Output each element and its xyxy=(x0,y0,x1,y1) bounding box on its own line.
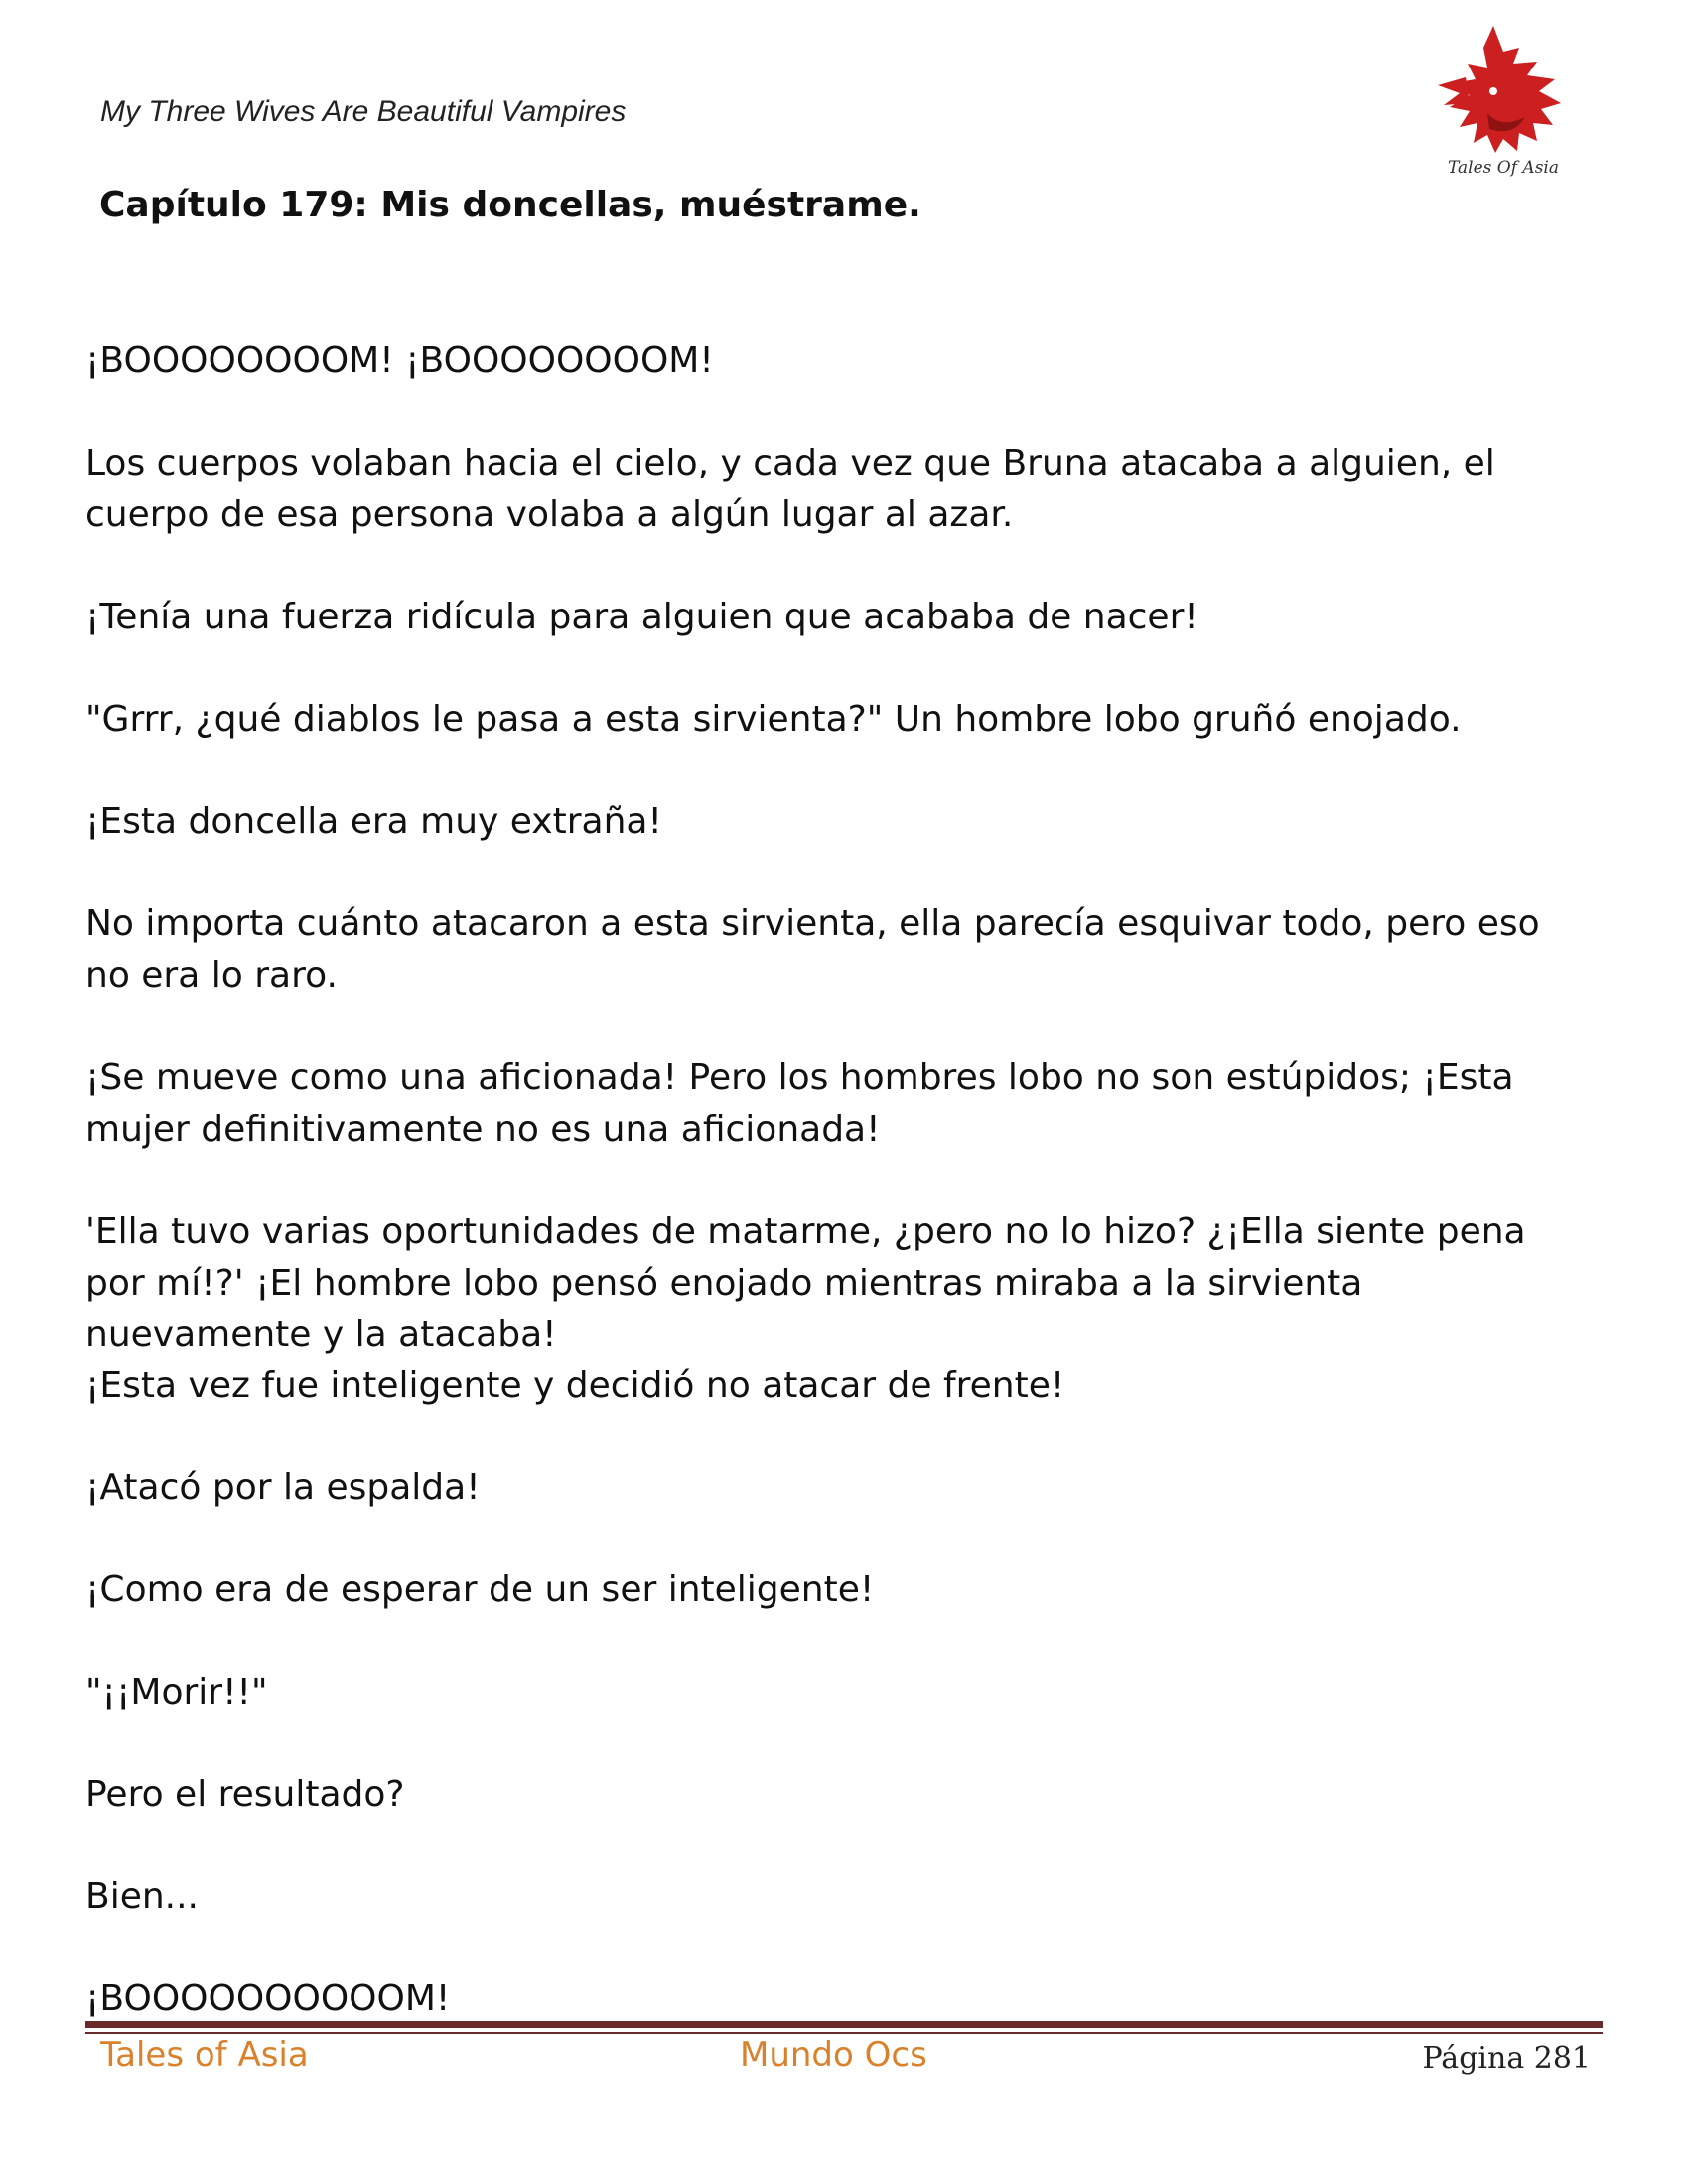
page-number: Página 281 xyxy=(1422,2041,1591,2076)
footer-rule-thin xyxy=(85,2032,1603,2034)
paragraph-4: "Grrr, ¿qué diablos le pasa a esta sirvienta?" Un hombre lobo gruñó enojado. xyxy=(85,699,1462,740)
paragraph-10: ¡Atacó por la espalda! xyxy=(85,1467,481,1508)
paragraph-1: ¡BOOOOOOOOM! ¡BOOOOOOOOM! xyxy=(85,341,714,381)
red-dragon-logo-icon xyxy=(1430,18,1574,179)
paragraph-15: ¡BOOOOOOOOOOM! xyxy=(85,1979,451,2019)
paragraph-9: ¡Esta vez fue inteligente y decidió no atacar de frente! xyxy=(85,1365,1065,1406)
paragraph-6: No importa cuánto atacaron a esta sirvienta, ella parecía esquivar todo, pero eso no era lo raro. xyxy=(85,903,1540,996)
footer-site-name: Tales of Asia xyxy=(100,2035,309,2075)
footer-rule-thick xyxy=(85,2021,1603,2028)
paragraph-2: Los cuerpos volaban hacia el cielo, y cada vez que Bruna atacaba a alguien, el cuerpo de esa persona volaba a algún lugar al azar. xyxy=(85,443,1495,535)
paragraph-13: Pero el resultado? xyxy=(85,1774,405,1815)
book-title: My Three Wives Are Beautiful Vampires xyxy=(100,95,627,128)
paragraph-14: Bien... xyxy=(85,1876,199,1917)
logo-text: Tales Of Asia xyxy=(1448,158,1559,178)
paragraph-7: ¡Se mueve como una aficionada! Pero los hombres lobo no son estúpidos; ¡Esta mujer definitivamente no es una aficionada! xyxy=(85,1057,1514,1150)
paragraph-12: "¡¡Morir!!" xyxy=(85,1672,268,1712)
paragraph-8: 'Ella tuvo varias oportunidades de matarme, ¿pero no lo hizo? ¿¡Ella siente pena por mí!?' ¡El hombre lobo pensó enojado mientras miraba a la sirvienta nuevamente y la atacaba! xyxy=(85,1211,1526,1355)
footer-section-name: Mundo Ocs xyxy=(740,2035,927,2075)
paragraph-5: ¡Esta doncella era muy extraña! xyxy=(85,801,662,842)
paragraph-3: ¡Tenía una fuerza ridícula para alguien que acababa de nacer! xyxy=(85,597,1198,637)
chapter-title: Capítulo 179: Mis doncellas, muéstrame. xyxy=(99,185,921,225)
paragraph-11: ¡Como era de esperar de un ser inteligente! xyxy=(85,1570,875,1610)
